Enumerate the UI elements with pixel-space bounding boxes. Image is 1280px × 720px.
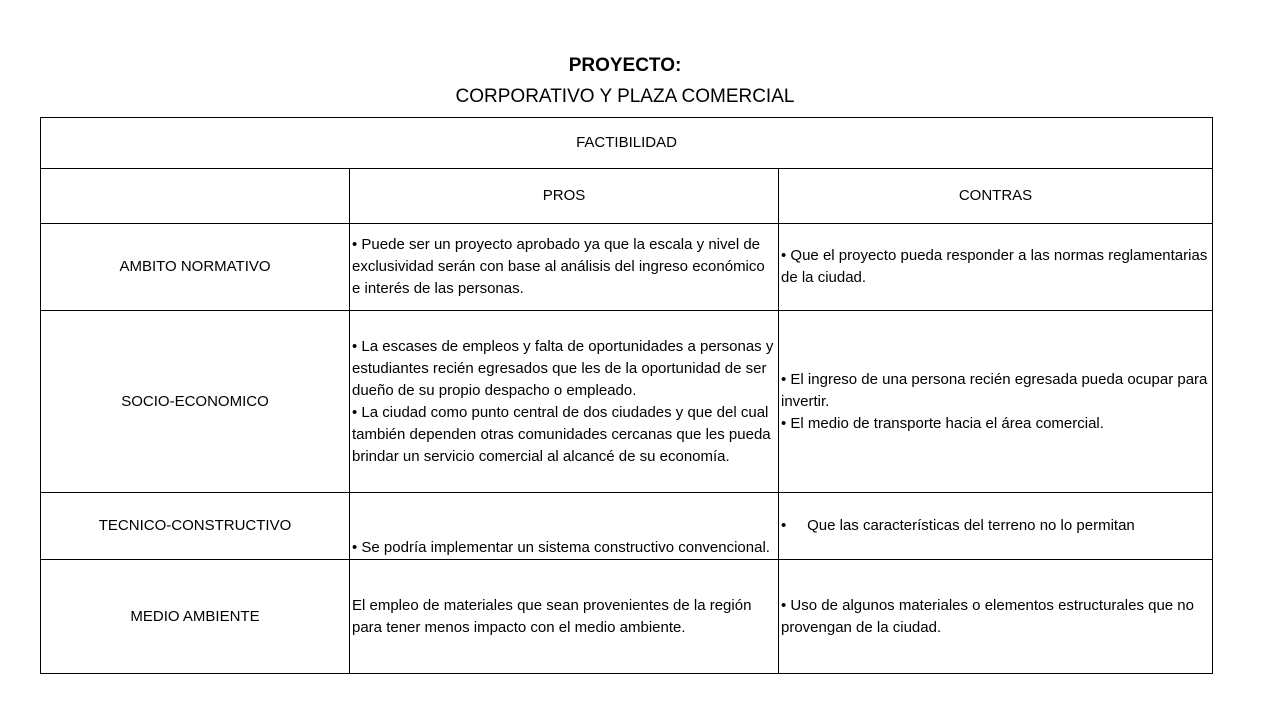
contras-item: • Que el proyecto pueda responder a las normas reglamentarias de la ciudad. — [781, 245, 1210, 289]
pros-item: • La ciudad como punto central de dos ciudades y que del cual también dependen otras comunidades cercanas que les pueda brindar un servicio comercial al alcancé de su economía. — [352, 402, 776, 468]
section-header-cell: FACTIBILIDAD — [41, 118, 1213, 169]
row-label: AMBITO NORMATIVO — [41, 224, 350, 311]
pros-cell — [350, 311, 779, 493]
contras-item: • Uso de algunos materiales o elementos estructurales que no provengan de la ciudad. — [781, 595, 1210, 639]
table-row — [41, 560, 1213, 674]
row-label: SOCIO-ECONOMICO — [41, 311, 350, 493]
table-row — [41, 493, 1213, 560]
contras-cell — [779, 311, 1213, 493]
feasibility-table — [40, 117, 1213, 674]
pros-item: • Se podría implementar un sistema constructivo convencional. — [352, 537, 776, 559]
row-label: TECNICO-CONSTRUCTIVO — [41, 493, 350, 560]
table-row — [41, 224, 1213, 311]
pros-item: El empleo de materiales que sean provenientes de la región para tener menos impacto con el medio ambiente. — [352, 596, 752, 636]
title-block — [0, 54, 1250, 110]
pros-item: • La escases de empleos y falta de oportunidades a personas y estudiantes recién egresados que les de la oportunidad de ser dueño de su propio despacho o empleado. — [352, 336, 776, 402]
row-label: MEDIO AMBIENTE — [41, 560, 350, 674]
contras-item: • Que las características del terreno no lo permitan — [781, 515, 1210, 537]
contras-item: • El medio de transporte hacia el área comercial. — [781, 413, 1210, 435]
pros-cell — [350, 560, 779, 674]
contras-item: • El ingreso de una persona recién egresada pueda ocupar para invertir. — [781, 369, 1210, 413]
column-header-empty — [41, 169, 350, 224]
table-section-header-row — [41, 118, 1213, 169]
table-row — [41, 311, 1213, 493]
pros-item: • Puede ser un proyecto aprobado ya que la escala y nivel de exclusividad serán con base al análisis del ingreso económico e interés de las personas. — [352, 234, 776, 300]
page-title: PROYECTO: — [568, 55, 682, 76]
contras-cell — [779, 224, 1213, 311]
page-subtitle: CORPORATIVO Y PLAZA COMERCIAL — [455, 86, 795, 107]
contras-cell — [779, 493, 1213, 560]
column-header-contras: CONTRAS — [779, 169, 1213, 224]
table-column-header-row — [41, 169, 1213, 224]
pros-cell — [350, 493, 779, 560]
column-header-pros: PROS — [350, 169, 779, 224]
pros-cell — [350, 224, 779, 311]
contras-cell — [779, 560, 1213, 674]
